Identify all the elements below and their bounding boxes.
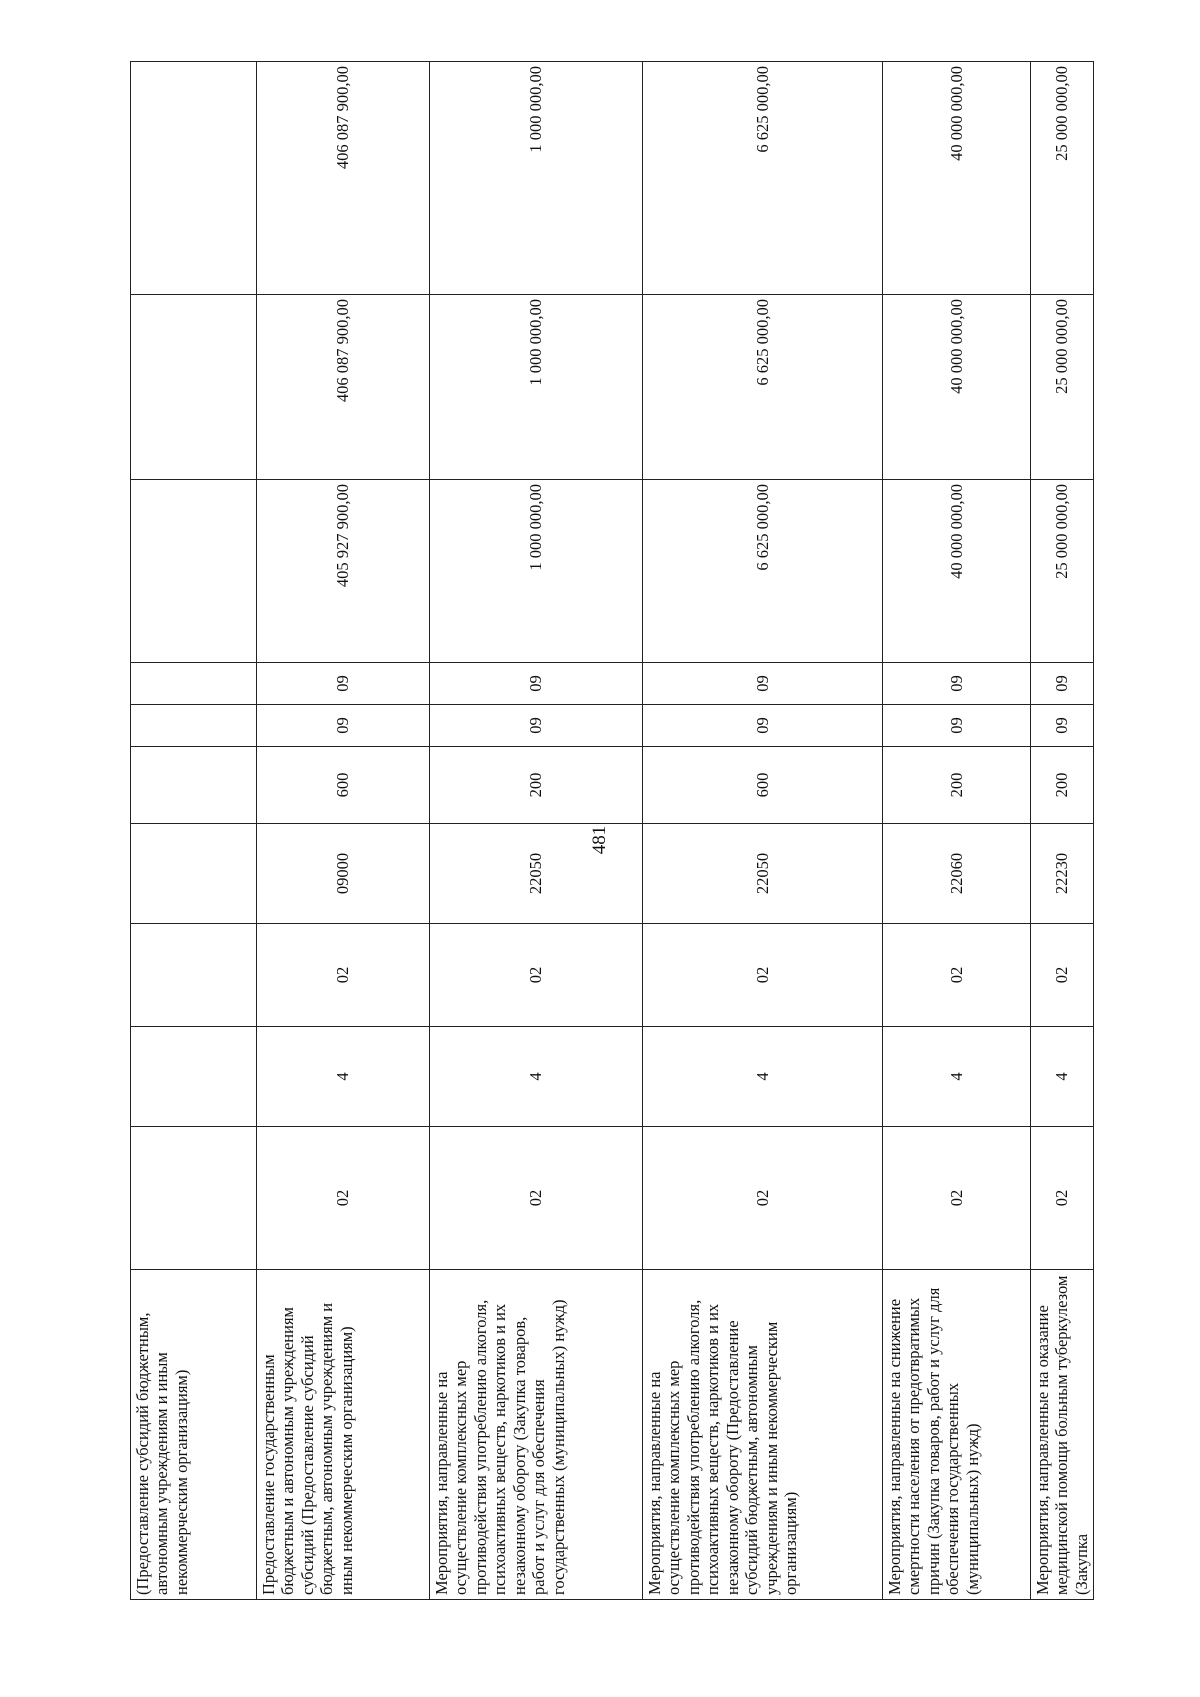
amount-cell: 1 000 000,00: [430, 62, 643, 295]
code-cell: 22060: [883, 824, 1031, 924]
table-row: [643, 62, 883, 1600]
code-cell: 09: [643, 663, 883, 705]
code-cell: 02: [643, 924, 883, 1027]
amount-cell: 1 000 000,00: [430, 295, 643, 480]
row-description: Мероприятия, направленные на осуществление комплексных мер противодействия употреблению алкоголя, психоактивных веществ, наркотиков и их незаконному обороту (Предоставление субсидий бюджетным, автономным учреждениям и иным некоммерческим организациям): [643, 1270, 883, 1600]
code-cell: 02: [257, 1127, 430, 1270]
table-row: [883, 62, 1031, 1600]
table-row: [1031, 62, 1094, 1600]
code-cell: 09: [1031, 663, 1094, 705]
amount-cell: 40 000 000,00: [883, 295, 1031, 480]
code-cell: 200: [883, 747, 1031, 824]
amount-cell: [131, 62, 257, 295]
code-cell: 09: [883, 663, 1031, 705]
row-description: (Предоставление субсидий бюджетным, автономным учреждениям и иным некоммерческим организациям): [131, 1270, 257, 1600]
amount-cell: 1 000 000,00: [430, 480, 643, 663]
code-cell: 4: [1031, 1027, 1094, 1127]
amount-cell: 25 000 000,00: [1031, 62, 1094, 295]
code-cell: 200: [430, 747, 643, 824]
code-cell: [131, 924, 257, 1027]
amount-cell: 406 087 900,00: [257, 295, 430, 480]
code-cell: 4: [257, 1027, 430, 1127]
code-cell: 09: [430, 705, 643, 747]
code-cell: 22050: [430, 824, 643, 924]
code-cell: 02: [883, 1127, 1031, 1270]
budget-table: [130, 61, 1094, 1600]
amount-cell: 40 000 000,00: [883, 62, 1031, 295]
code-cell: [131, 824, 257, 924]
code-cell: [131, 663, 257, 705]
row-description: Мероприятия, направленные на осуществление комплексных мер противодействия употреблению алкоголя, психоактивных веществ, наркотиков и их незаконному обороту (Закупка товаров, работ и услуг для обеспечения государственных (муниципальных) нужд): [430, 1270, 643, 1600]
code-cell: 200: [1031, 747, 1094, 824]
code-cell: [131, 705, 257, 747]
code-cell: 02: [257, 924, 430, 1027]
code-cell: 09: [643, 705, 883, 747]
amount-cell: 405 927 900,00: [257, 480, 430, 663]
amount-cell: 25 000 000,00: [1031, 480, 1094, 663]
code-cell: 4: [643, 1027, 883, 1127]
code-cell: [131, 1027, 257, 1127]
code-cell: [131, 747, 257, 824]
code-cell: 09: [430, 663, 643, 705]
row-description: Мероприятия, направленные на снижение смертности населения от предотвратимых причин (Закупка товаров, работ и услуг для обеспечения государственных (муниципальных) нужд): [883, 1270, 1031, 1600]
code-cell: 09000: [257, 824, 430, 924]
rotated-table-wrapper: [130, 62, 1091, 1600]
code-cell: 02: [430, 1127, 643, 1270]
amount-cell: 25 000 000,00: [1031, 295, 1094, 480]
code-cell: 09: [257, 663, 430, 705]
table-row: [257, 62, 430, 1600]
table-row: [131, 62, 257, 1600]
code-cell: 09: [1031, 705, 1094, 747]
amount-cell: 406 087 900,00: [257, 62, 430, 295]
page-number: 481: [589, 825, 610, 855]
code-cell: 02: [1031, 1127, 1094, 1270]
table-row: [430, 62, 643, 1600]
code-cell: 02: [883, 924, 1031, 1027]
code-cell: 02: [430, 924, 643, 1027]
code-cell: 02: [643, 1127, 883, 1270]
code-cell: 600: [257, 747, 430, 824]
row-description: Мероприятия, направленные на оказание медицинской помощи больным туберкулезом (Закупка: [1031, 1270, 1094, 1600]
code-cell: [131, 1127, 257, 1270]
amount-cell: 6 625 000,00: [643, 480, 883, 663]
code-cell: 22050: [643, 824, 883, 924]
amount-cell: 6 625 000,00: [643, 62, 883, 295]
amount-cell: 6 625 000,00: [643, 295, 883, 480]
amount-cell: [131, 295, 257, 480]
code-cell: 22230: [1031, 824, 1094, 924]
code-cell: 02: [1031, 924, 1094, 1027]
code-cell: 09: [257, 705, 430, 747]
row-description: Предоставление государственным бюджетным и автономным учреждениям субсидий (Предоставление субсидий бюджетным, автономным учреждениям и иным некоммерческим организациям): [257, 1270, 430, 1600]
amount-cell: [131, 480, 257, 663]
code-cell: 4: [883, 1027, 1031, 1127]
code-cell: 4: [430, 1027, 643, 1127]
code-cell: 600: [643, 747, 883, 824]
amount-cell: 40 000 000,00: [883, 480, 1031, 663]
code-cell: 09: [883, 705, 1031, 747]
